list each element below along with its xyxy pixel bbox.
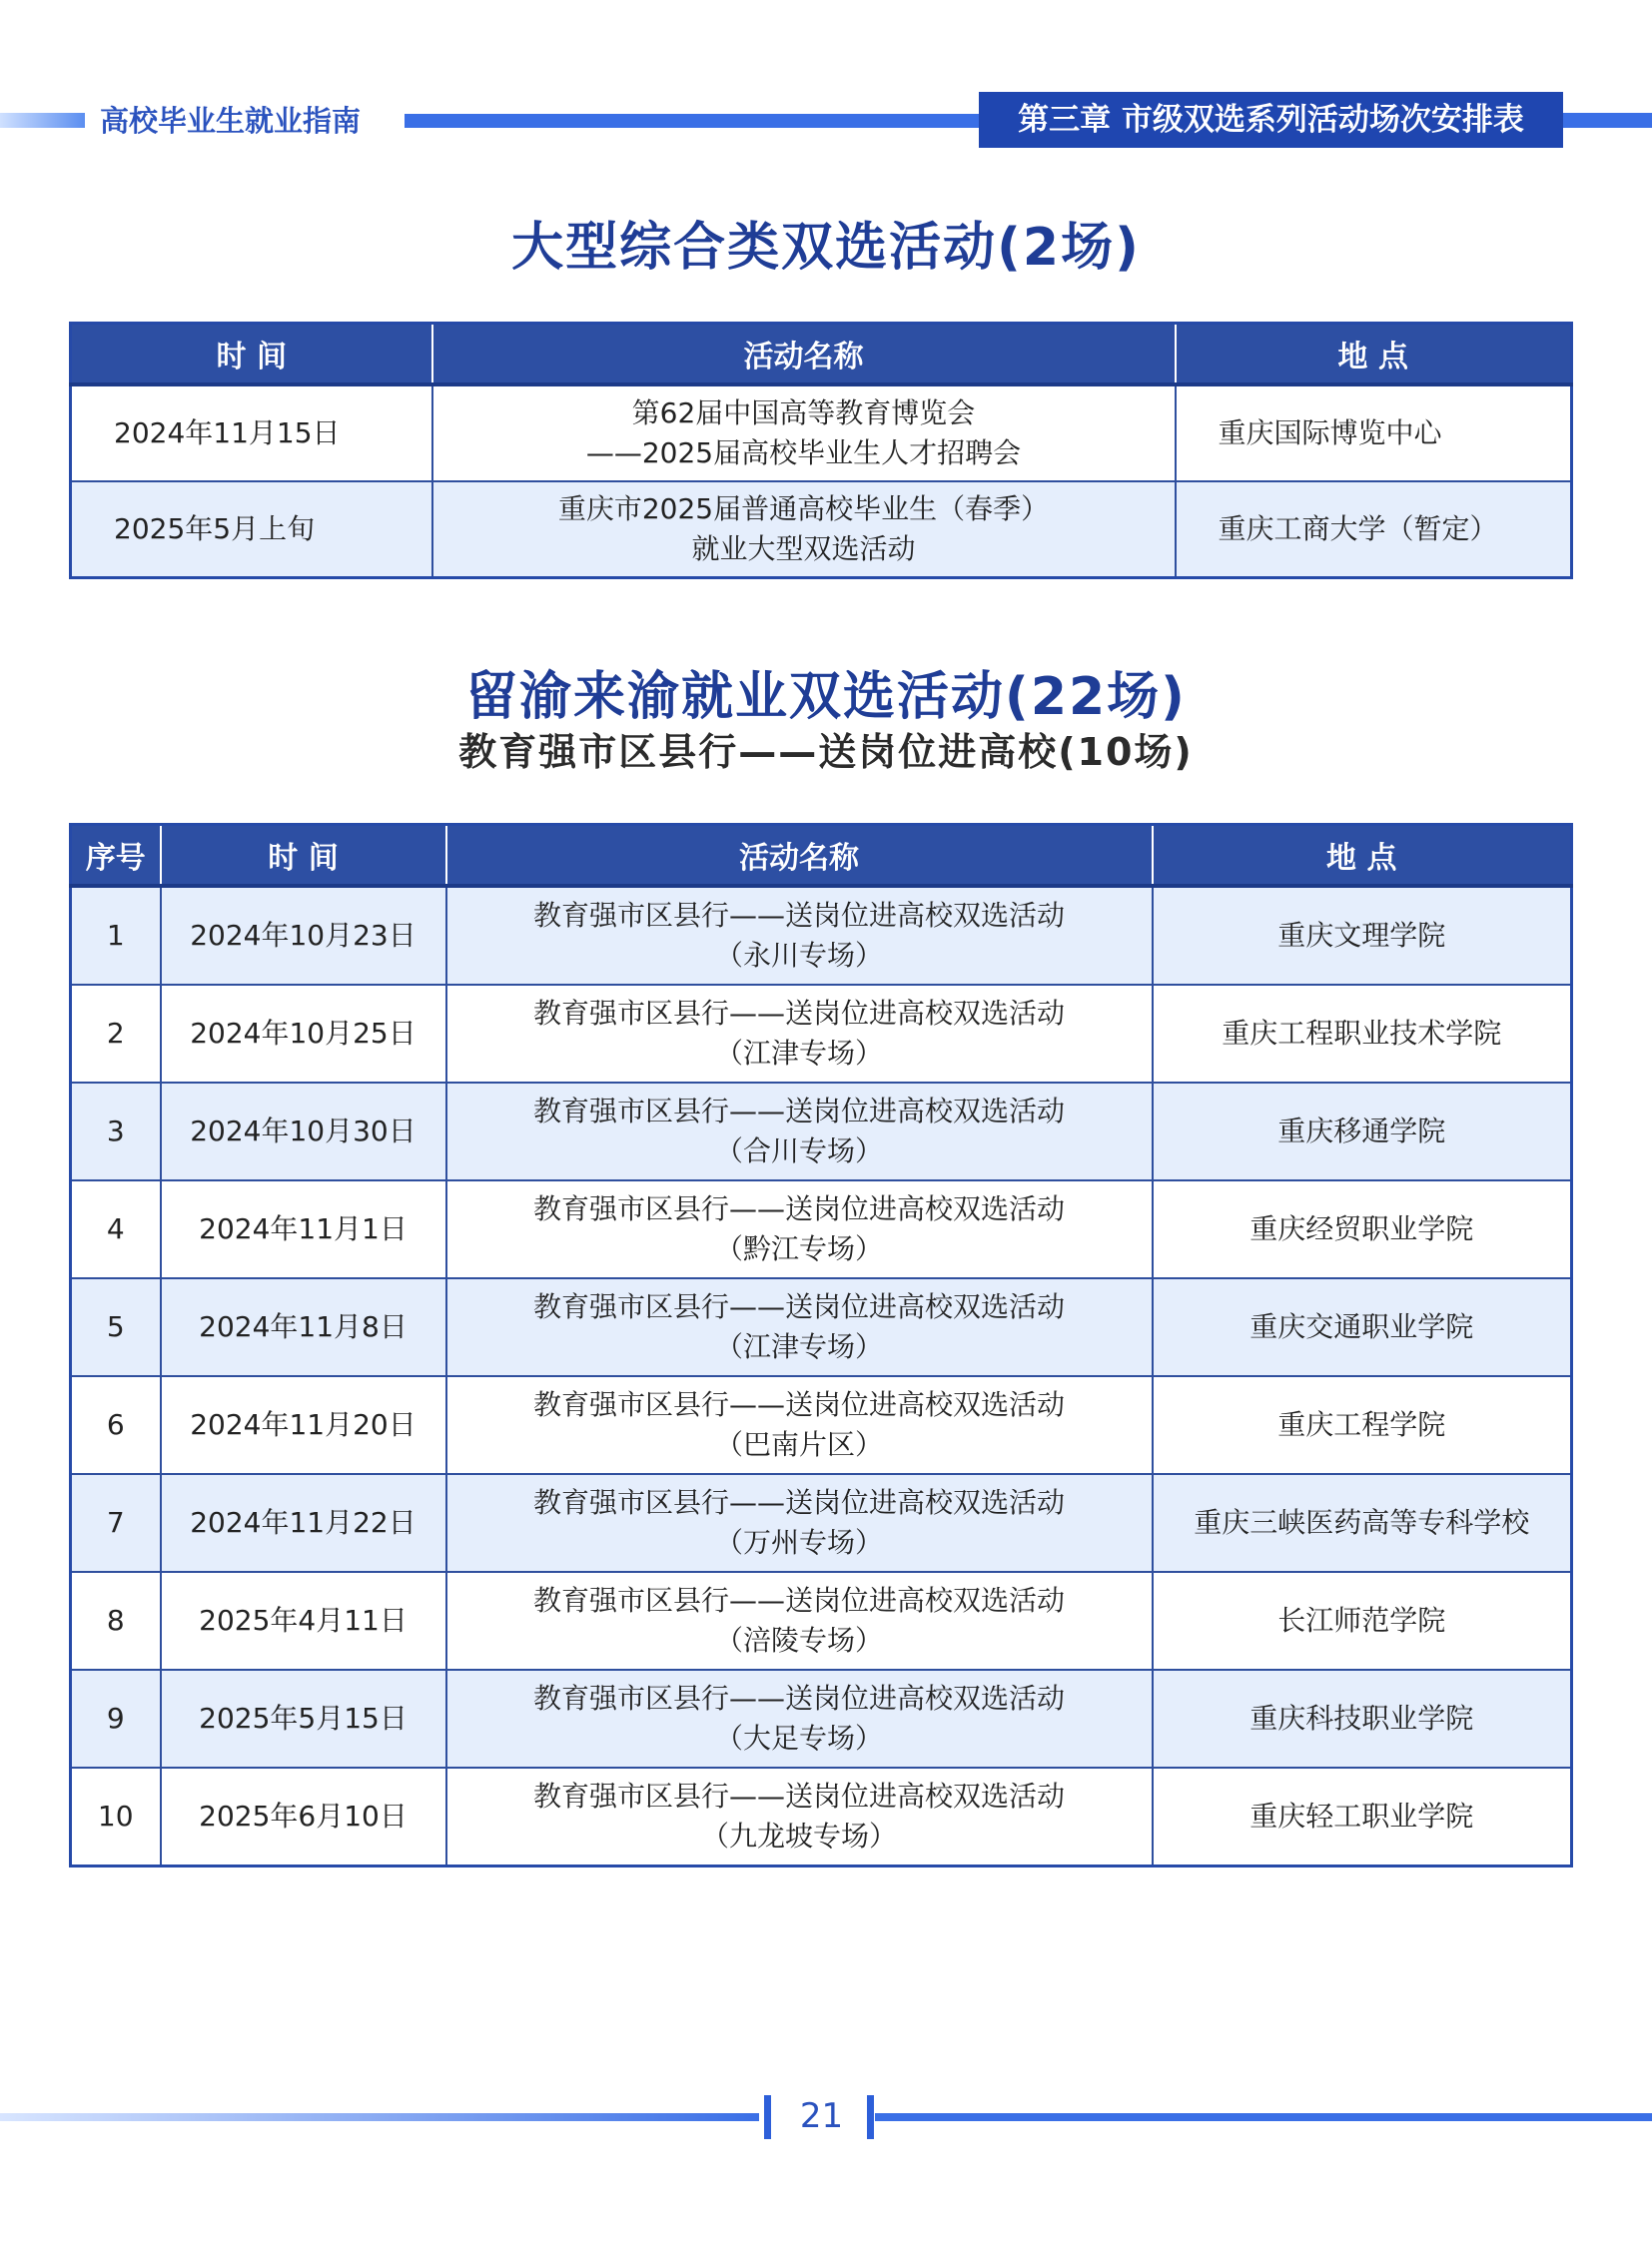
cell-number: 8 (71, 1572, 161, 1670)
large-events-table (69, 322, 1573, 579)
activity-line-1: 重庆市2025届普通高校毕业生（春季） (557, 492, 1050, 525)
cell-location: 重庆工程学院 (1153, 1376, 1572, 1474)
cell-number: 6 (71, 1376, 161, 1474)
cell-time: 2024年10月30日 (161, 1083, 446, 1180)
table-header-row (71, 324, 1572, 385)
activity-line-1: 教育强市区县行——送岗位进高校双选活动 (532, 1192, 1065, 1225)
table-row (71, 1572, 1572, 1670)
cell-location: 重庆工程职业技术学院 (1153, 985, 1572, 1083)
cell-activity (446, 985, 1153, 1083)
header-accent-line-right (1563, 113, 1652, 128)
cell-location: 重庆工商大学（暂定） (1176, 481, 1572, 578)
cell-activity (432, 384, 1176, 481)
footer-line-left (0, 2113, 759, 2121)
table-row (71, 886, 1572, 985)
cell-location: 重庆三峡医药高等专科学校 (1153, 1474, 1572, 1572)
cell-time: 2024年11月20日 (161, 1376, 446, 1474)
table-row (71, 1768, 1572, 1867)
section-subtitle: 教育强市区县行——送岗位进高校(10场) (458, 730, 1194, 774)
activity-line-1: 教育强市区县行——送岗位进高校双选活动 (532, 997, 1065, 1030)
cell-number: 3 (71, 1083, 161, 1180)
table-row (71, 1083, 1572, 1180)
district-events-table (69, 823, 1573, 1868)
cell-activity (446, 886, 1153, 985)
cell-activity (446, 1278, 1153, 1376)
cell-location: 重庆交通职业学院 (1153, 1278, 1572, 1376)
activity-line-1: 教育强市区县行——送岗位进高校双选活动 (532, 1780, 1065, 1813)
cell-time: 2025年5月15日 (161, 1670, 446, 1768)
activity-line-2: （九龙坡专场） (700, 1820, 897, 1853)
cell-time: 2024年10月25日 (161, 985, 446, 1083)
activity-line-2: （涪陵专场） (714, 1624, 883, 1657)
activity-line-1: 教育强市区县行——送岗位进高校双选活动 (532, 1095, 1065, 1127)
cell-location: 重庆移通学院 (1153, 1083, 1572, 1180)
table-row (71, 1376, 1572, 1474)
cell-location: 长江师范学院 (1153, 1572, 1572, 1670)
cell-time: 2024年11月8日 (161, 1278, 446, 1376)
cell-activity (446, 1180, 1153, 1278)
column-header-number: 序号 (71, 825, 161, 887)
cell-time: 2024年11月22日 (161, 1474, 446, 1572)
activity-line-1: 教育强市区县行——送岗位进高校双选活动 (532, 1290, 1065, 1323)
cell-number: 2 (71, 985, 161, 1083)
cell-location: 重庆经贸职业学院 (1153, 1180, 1572, 1278)
table-row (71, 1474, 1572, 1572)
activity-line-1: 教育强市区县行——送岗位进高校双选活动 (532, 899, 1065, 932)
cell-activity (446, 1572, 1153, 1670)
activity-line-1: 教育强市区县行——送岗位进高校双选活动 (532, 1682, 1065, 1715)
activity-line-2: 就业大型双选活动 (691, 532, 916, 565)
page-number: 21 (799, 2096, 844, 2136)
table-row (71, 985, 1572, 1083)
cell-activity (446, 1474, 1153, 1572)
cell-number: 7 (71, 1474, 161, 1572)
activity-line-2: ——2025届高校毕业生人才招聘会 (585, 436, 1022, 469)
cell-location: 重庆国际博览中心 (1176, 384, 1572, 481)
cell-number: 1 (71, 886, 161, 985)
chapter-title: 第三章 市级双选系列活动场次安排表 (979, 92, 1563, 148)
activity-line-2: （黔江专场） (714, 1232, 883, 1265)
cell-time: 2025年4月11日 (161, 1572, 446, 1670)
column-header-time: 时 间 (161, 825, 446, 887)
section-title-local-employment: 留渝来渝就业双选活动(22场) (465, 667, 1187, 727)
column-header-activity: 活动名称 (446, 825, 1153, 887)
column-header-location: 地 点 (1176, 324, 1572, 385)
table-header-row (71, 825, 1572, 887)
cell-activity (446, 1670, 1153, 1768)
footer-divider-right (867, 2095, 874, 2139)
column-header-location: 地 点 (1153, 825, 1572, 887)
column-header-time: 时 间 (71, 324, 432, 385)
table-row (71, 1278, 1572, 1376)
activity-line-2: （永川专场） (714, 939, 883, 972)
activity-line-1: 教育强市区县行——送岗位进高校双选活动 (532, 1584, 1065, 1617)
cell-location: 重庆文理学院 (1153, 886, 1572, 985)
activity-line-1: 教育强市区县行——送岗位进高校双选活动 (532, 1388, 1065, 1421)
cell-location: 重庆轻工职业学院 (1153, 1768, 1572, 1867)
activity-line-2: （大足专场） (714, 1722, 883, 1755)
cell-number: 10 (71, 1768, 161, 1867)
cell-time: 2024年11月15日 (71, 384, 432, 481)
cell-activity (446, 1376, 1153, 1474)
table-row (71, 384, 1572, 481)
activity-line-2: （江津专场） (714, 1330, 883, 1363)
cell-time: 2025年6月10日 (161, 1768, 446, 1867)
activity-line-2: （巴南片区） (714, 1428, 883, 1461)
activity-line-2: （江津专场） (714, 1037, 883, 1070)
cell-location: 重庆科技职业学院 (1153, 1670, 1572, 1768)
activity-line-2: （合川专场） (714, 1134, 883, 1167)
table-row (71, 481, 1572, 578)
activity-line-1: 教育强市区县行——送岗位进高校双选活动 (532, 1486, 1065, 1519)
cell-activity (432, 481, 1176, 578)
cell-number: 5 (71, 1278, 161, 1376)
column-header-activity: 活动名称 (432, 324, 1176, 385)
footer-divider-left (764, 2095, 771, 2139)
section-title-large-events: 大型综合类双选活动(2场) (511, 218, 1141, 278)
cell-number: 4 (71, 1180, 161, 1278)
cell-activity (446, 1083, 1153, 1180)
table-row (71, 1670, 1572, 1768)
guide-title: 高校毕业生就业指南 (100, 104, 362, 138)
cell-activity (446, 1768, 1153, 1867)
cell-number: 9 (71, 1670, 161, 1768)
cell-time: 2024年10月23日 (161, 886, 446, 985)
activity-line-1: 第62届中国高等教育博览会 (631, 396, 976, 429)
table-row (71, 1180, 1572, 1278)
footer-line-right (875, 2113, 1652, 2121)
cell-time: 2024年11月1日 (161, 1180, 446, 1278)
header-accent-line-left (0, 113, 85, 128)
activity-line-2: （万州专场） (714, 1526, 883, 1559)
header-accent-line-middle (405, 114, 979, 128)
cell-time: 2025年5月上旬 (71, 481, 432, 578)
